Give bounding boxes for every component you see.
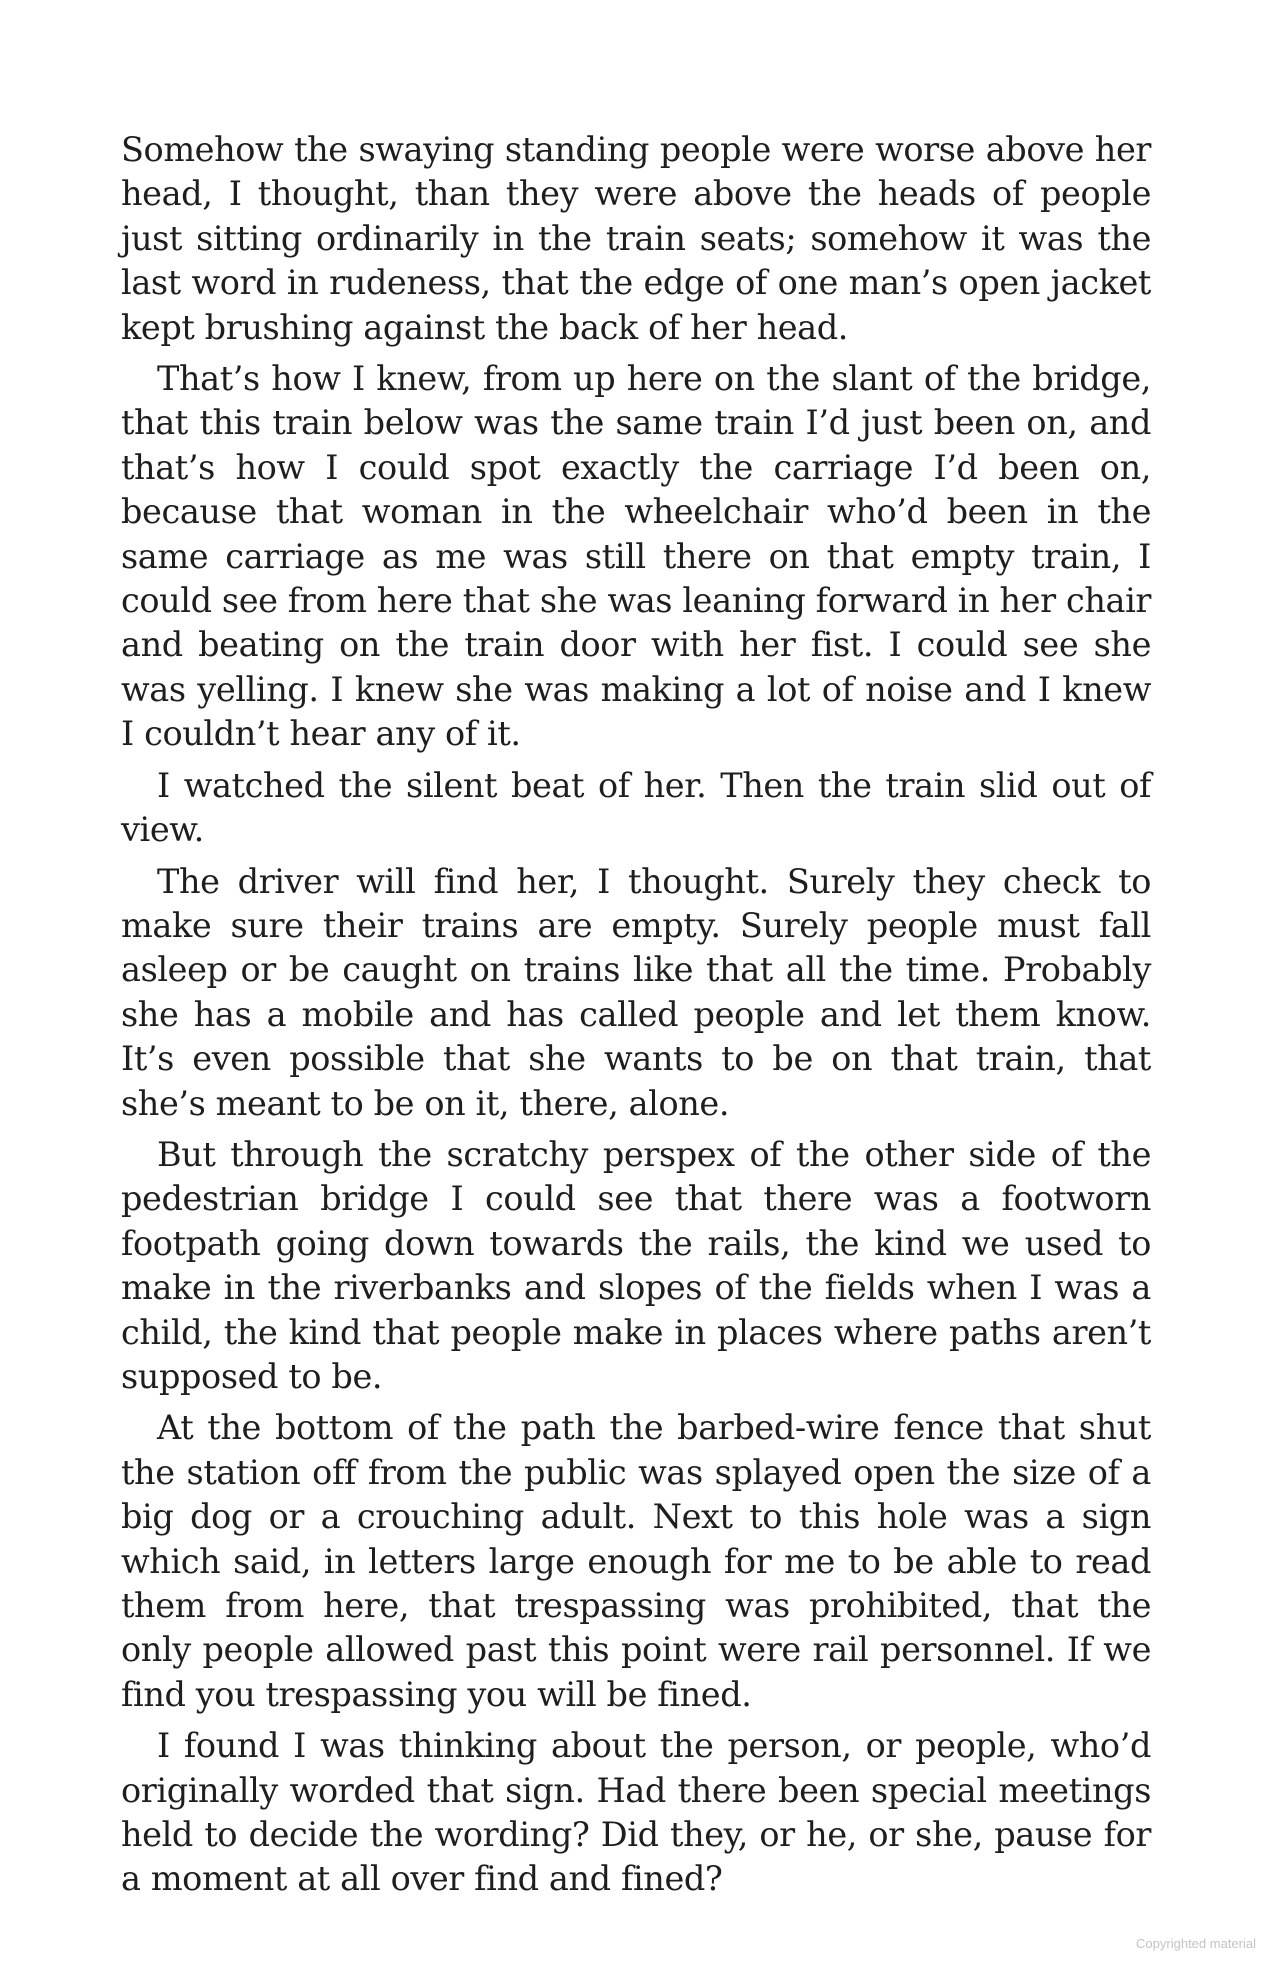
paragraph-6: At the bottom of the path the barbed-wire fence that shut the station off from the public was splayed open the size of a big dog or a crouching adult. Next to this hole was a sign which said, in letters large enough for me to be able to read them from here, that trespassing was prohibited, that the only people allowed past this point were rail personnel. If we find you trespassing you will be fined.	[121, 1408, 1151, 1714]
book-page-text	[121, 128, 1151, 1902]
paragraph-5: But through the scratchy perspex of the other side of the pedestrian bridge I could see that there was a footworn footpath going down towards the rails, the kind we used to make in the riverbanks and slopes of the fields when I was a child, the kind that people make in places where paths aren’t supposed to be.	[121, 1134, 1151, 1396]
paragraph-4: The driver will find her, I thought. Surely they check to make sure their trains are empty. Surely people must fall asleep or be caught on trains like that all the time. Probably she has a mobile and has called people and let them know. It’s even possible that she wants to be on that train, that she’s meant to be on it, there, alone.	[121, 861, 1151, 1123]
paragraph-2: That’s how I knew, from up here on the slant of the bridge, that this train below was the same train I’d just been on, and that’s how I could spot exactly the carriage I’d been on, because that woman in the wheelchair who’d been in the same carriage as me was still there on that empty train, I could see from here that she was leaning forward in her chair and beating on the train door with her fist. I could see she was yelling. I knew she was making a lot of noise and I knew I couldn’t hear any of it.	[121, 359, 1151, 754]
paragraph-3: I watched the silent beat of her. Then the train slid out of view.	[121, 765, 1151, 850]
copyright-watermark: Copyrighted material	[1136, 1936, 1256, 1951]
paragraph-1: Somehow the swaying standing people were worse above her head, I thought, than they were above the heads of people just sitting ordinarily in the train seats; somehow it was the last word in rudeness, that the edge of one man’s open jacket kept brushing against the back of her head.	[121, 130, 1151, 347]
paragraph-7: I found I was thinking about the person, or people, who’d originally worded that sign. Had there been special meetings held to decide the wording? Did they, or he, or she, pause for a moment at all over find and fined?	[121, 1726, 1151, 1899]
